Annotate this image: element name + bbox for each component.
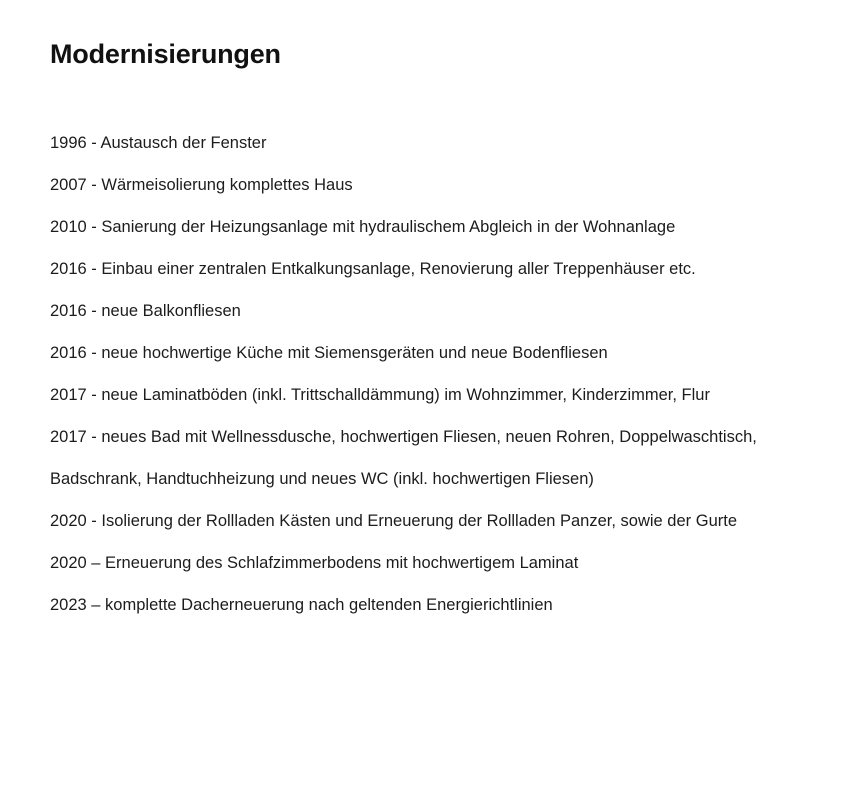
list-item: 2010 - Sanierung der Heizungsanlage mit hydraulischem Abgleich in der Wohnanlage (50, 218, 676, 237)
list-item: Badschrank, Handtuchheizung und neues WC (inkl. hochwertigen Fliesen) (50, 469, 594, 488)
list-item: 2023 – komplette Dacherneuerung nach geltenden Energierichtlinien (50, 595, 553, 614)
modernization-list (50, 132, 797, 617)
list-item: 2017 - neue Laminatböden (inkl. Trittschalldämmung) im Wohnzimmer, Kinderzimmer, Flur (50, 385, 710, 404)
list-item: 2007 - Wärmeisolierung komplettes Haus (50, 176, 353, 195)
list-item: 2016 - neue hochwertige Küche mit Siemensgeräten und neue Bodenfliesen (50, 344, 608, 362)
list-item: 2016 - Einbau einer zentralen Entkalkungsanlage, Renovierung aller Treppenhäuser etc. (50, 260, 696, 279)
list-item: 1996 - Austausch der Fenster (50, 134, 267, 153)
list-item: 2020 - Isolierung der Rollladen Kästen und Erneuerung der Rollladen Panzer, sowie der Gurte (50, 511, 738, 530)
list-item: 2020 – Erneuerung des Schlafzimmerbodens mit hochwertigem Laminat (50, 553, 579, 572)
page-title: Modernisierungen (50, 39, 281, 69)
list-item: 2017 - neues Bad mit Wellnessdusche, hochwertigen Fliesen, neuen Rohren, Doppelwaschtisch, (50, 427, 757, 446)
list-item: 2016 - neue Balkonfliesen (50, 302, 241, 321)
